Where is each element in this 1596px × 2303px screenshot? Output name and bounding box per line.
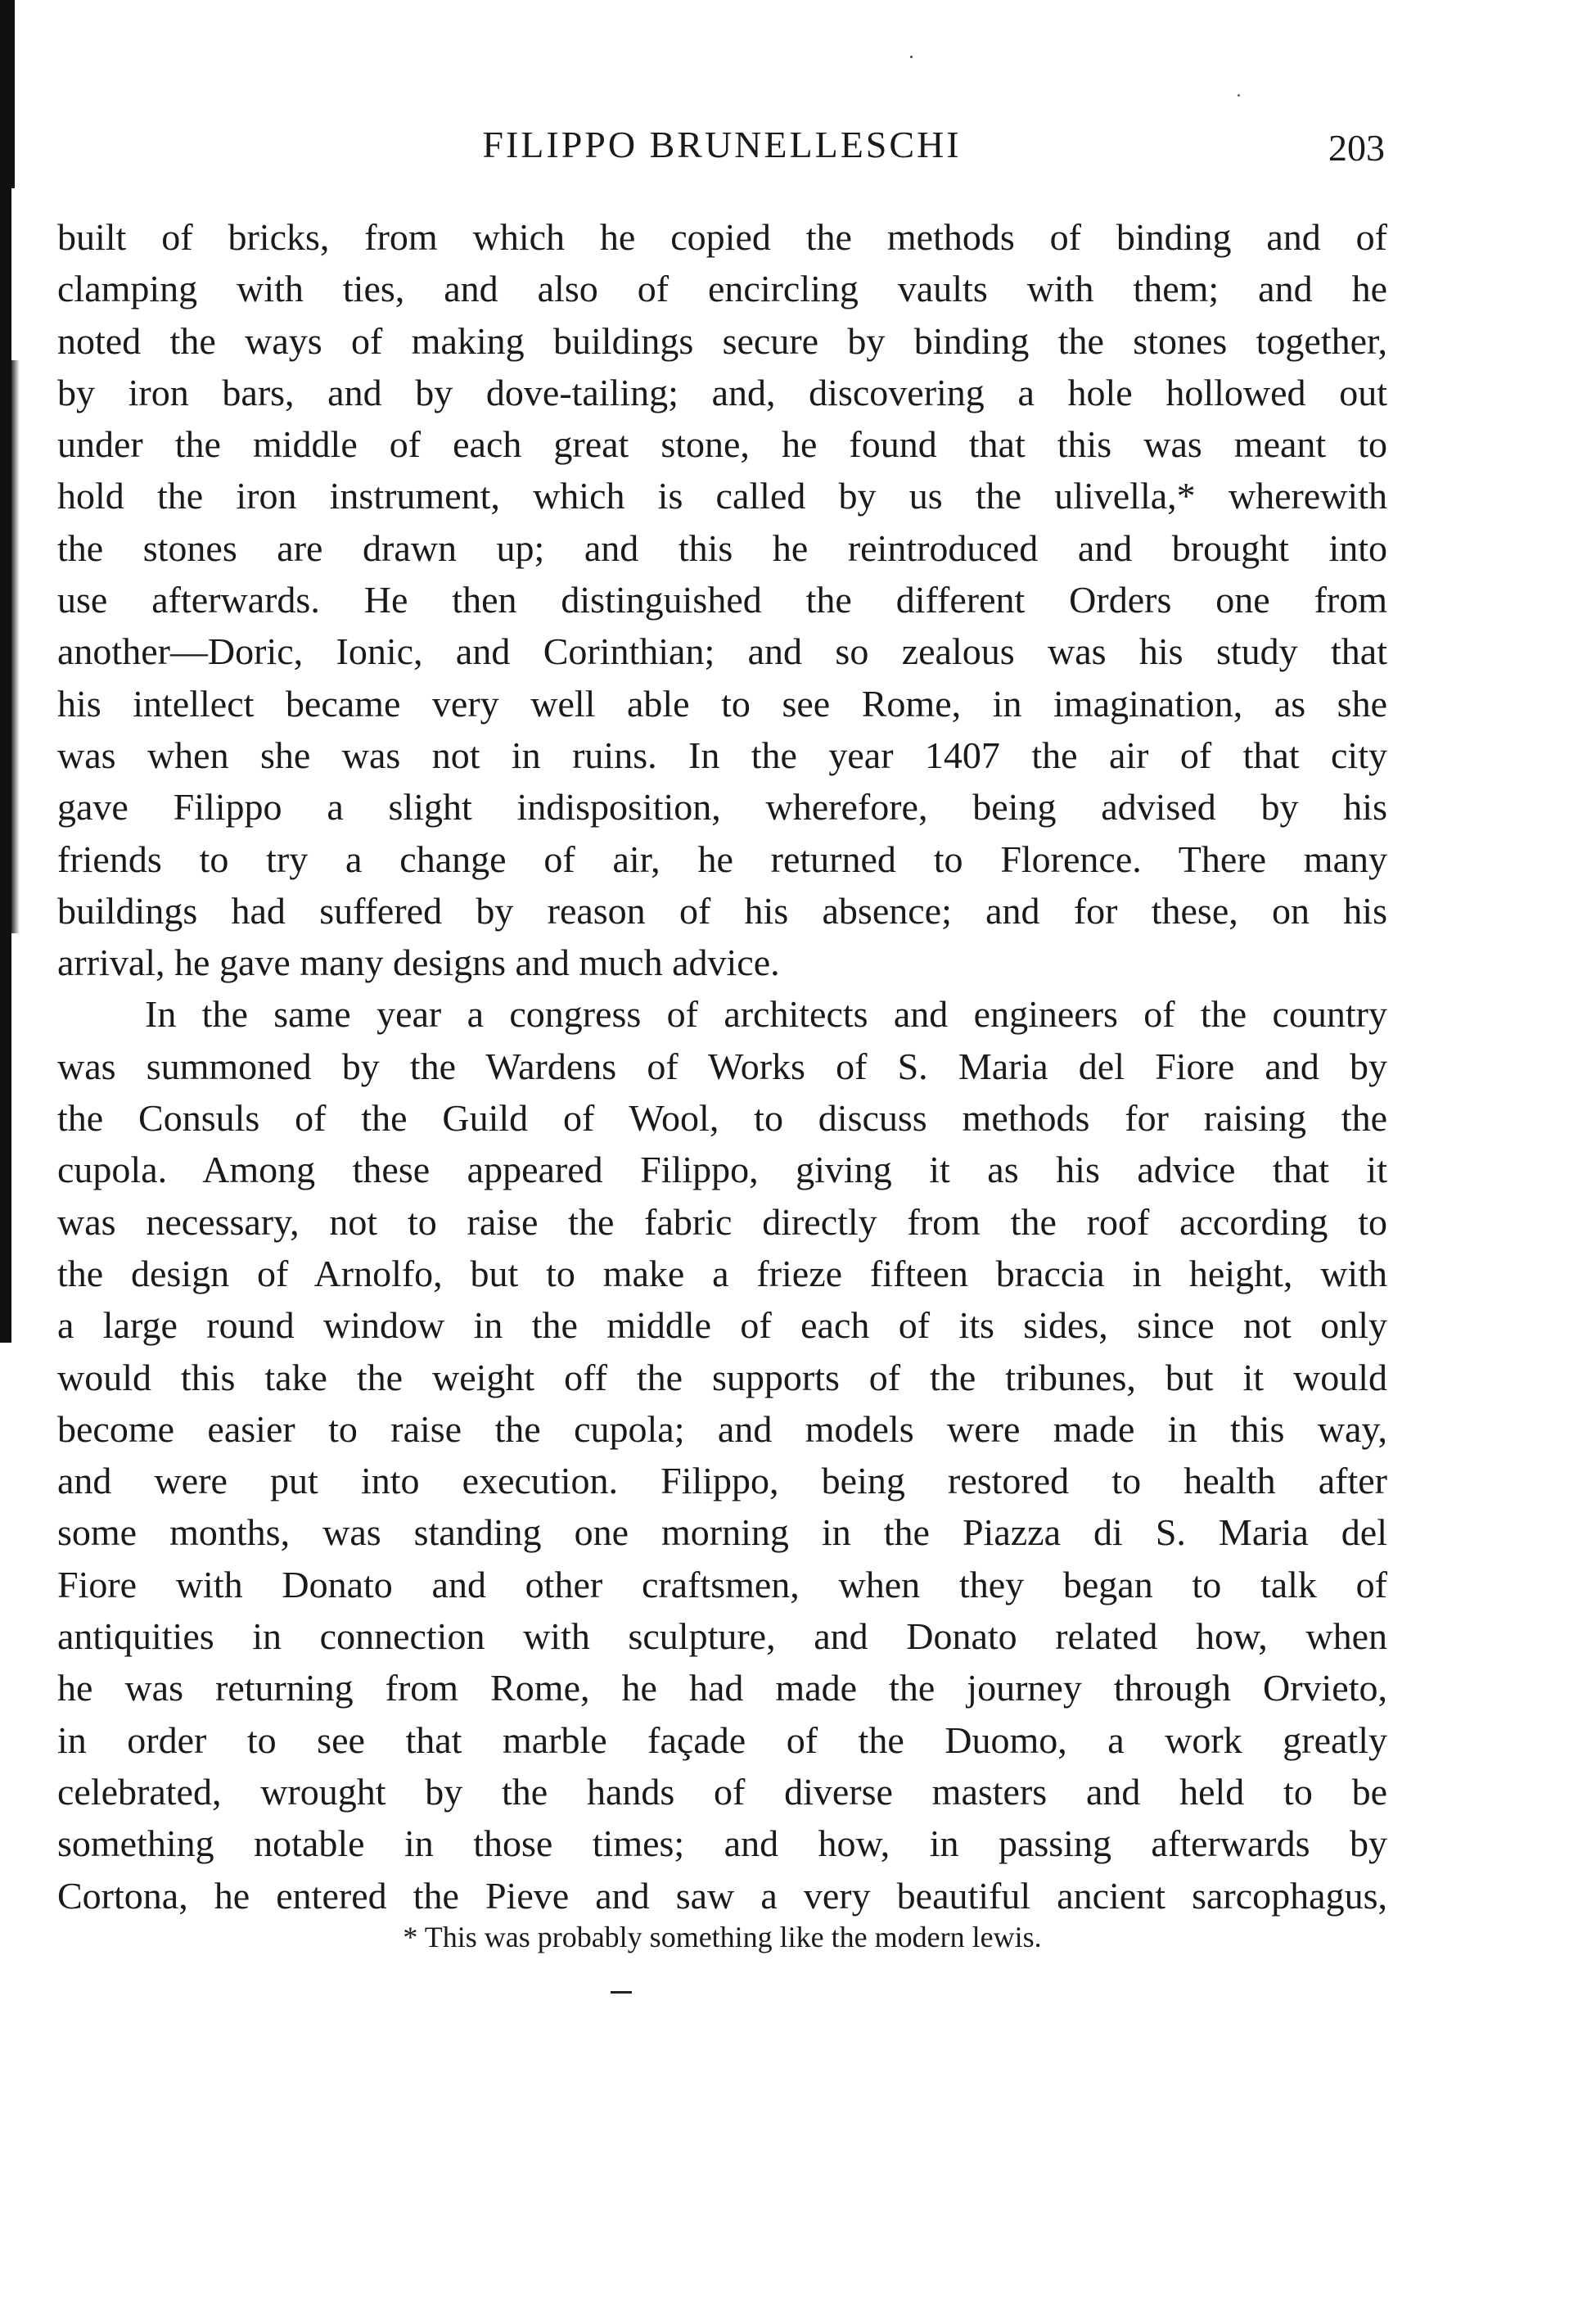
text-line: another—Doric, Ionic, and Corinthian; and so zealous was his study that [57,630,1387,673]
text-line: under the middle of each great stone, he found that this was meant to [57,423,1387,466]
text-line: antiquities in connection with sculpture, and Donato related how, when [57,1615,1387,1658]
footnote: * This was probably something like the modern lewis. [403,1921,1042,1953]
text-line: In the same year a congress of architects and engineers of the country [145,993,1387,1036]
text-line: Cortona, he entered the Pieve and saw a very beautiful ancient sarcophagus, [57,1874,1387,1917]
text-line: buildings had suffered by reason of his absence; and for these, on his [57,889,1387,932]
text-line: the design of Arnolfo, but to make a frieze fifteen braccia in height, with [57,1252,1387,1294]
print-mark [611,1991,632,1994]
text-line: would this take the weight off the supports of the tribunes, but it would [57,1356,1387,1398]
text-line: Fiore with Donato and other craftsmen, when they began to talk of [57,1563,1387,1605]
page-title: FILIPPO BRUNELLESCHI [482,124,962,165]
text-line: he was returning from Rome, he had made the journey through Orvieto, [57,1667,1387,1709]
text-line: a large round window in the middle of each of its sides, since not only [57,1304,1387,1347]
text-line: clamping with ties, and also of encircling vaults with them; and he [57,268,1387,310]
binding-edge [0,0,11,1343]
text-line: his intellect became very well able to see Rome, in imagination, as she [57,682,1387,725]
text-line: use afterwards. He then distinguished the different Orders one from [57,579,1387,621]
speck-mark [910,56,913,58]
text-line: gave Filippo a slight indisposition, wherefore, being advised by his [57,786,1387,829]
text-line: was summoned by the Wardens of Works of S. Maria del Fiore and by [57,1045,1387,1087]
text-line: built of bricks, from which he copied the methods of binding and of [57,216,1387,258]
text-line: something notable in those times; and how, in passing afterwards by [57,1822,1387,1865]
text-line: was when she was not in ruins. In the year 1407 the air of that city [57,734,1387,776]
paragraph-2 [57,988,1387,1921]
text-line: celebrated, wrought by the hands of diverse masters and held to be [57,1770,1387,1813]
text-line: the Consuls of the Guild of Wool, to discuss methods for raising the [57,1097,1387,1140]
text-line: noted the ways of making buildings secure by binding the stones together, [57,319,1387,362]
text-line: some months, was standing one morning in the Piazza di S. Maria del [57,1511,1387,1554]
running-head [59,123,1385,180]
text-line: in order to see that marble façade of the Duomo, a work greatly [57,1718,1387,1761]
text-line: by iron bars, and by dove-tailing; and, discovering a hole hollowed out [57,371,1387,413]
page-number: 203 [1328,127,1385,169]
text-line: hold the iron instrument, which is called by us the ulivella,* wherewith [57,475,1387,517]
text-line: and were put into execution. Filippo, being restored to health after [57,1460,1387,1502]
binding-shadow [11,360,20,933]
text-line: friends to try a change of air, he returned to Florence. There many [57,838,1387,880]
text-line: cupola. Among these appeared Filippo, giving it as his advice that it [57,1149,1387,1191]
body-text [57,211,1387,1921]
speck-mark [1238,94,1240,97]
text-line: become easier to raise the cupola; and models were made in this way, [57,1407,1387,1450]
text-line: arrival, he gave many designs and much advice. [57,942,780,984]
text-line: was necessary, not to raise the fabric directly from the roof according to [57,1200,1387,1243]
paragraph-1 [57,211,1387,988]
text-line: the stones are drawn up; and this he reintroduced and brought into [57,526,1387,569]
